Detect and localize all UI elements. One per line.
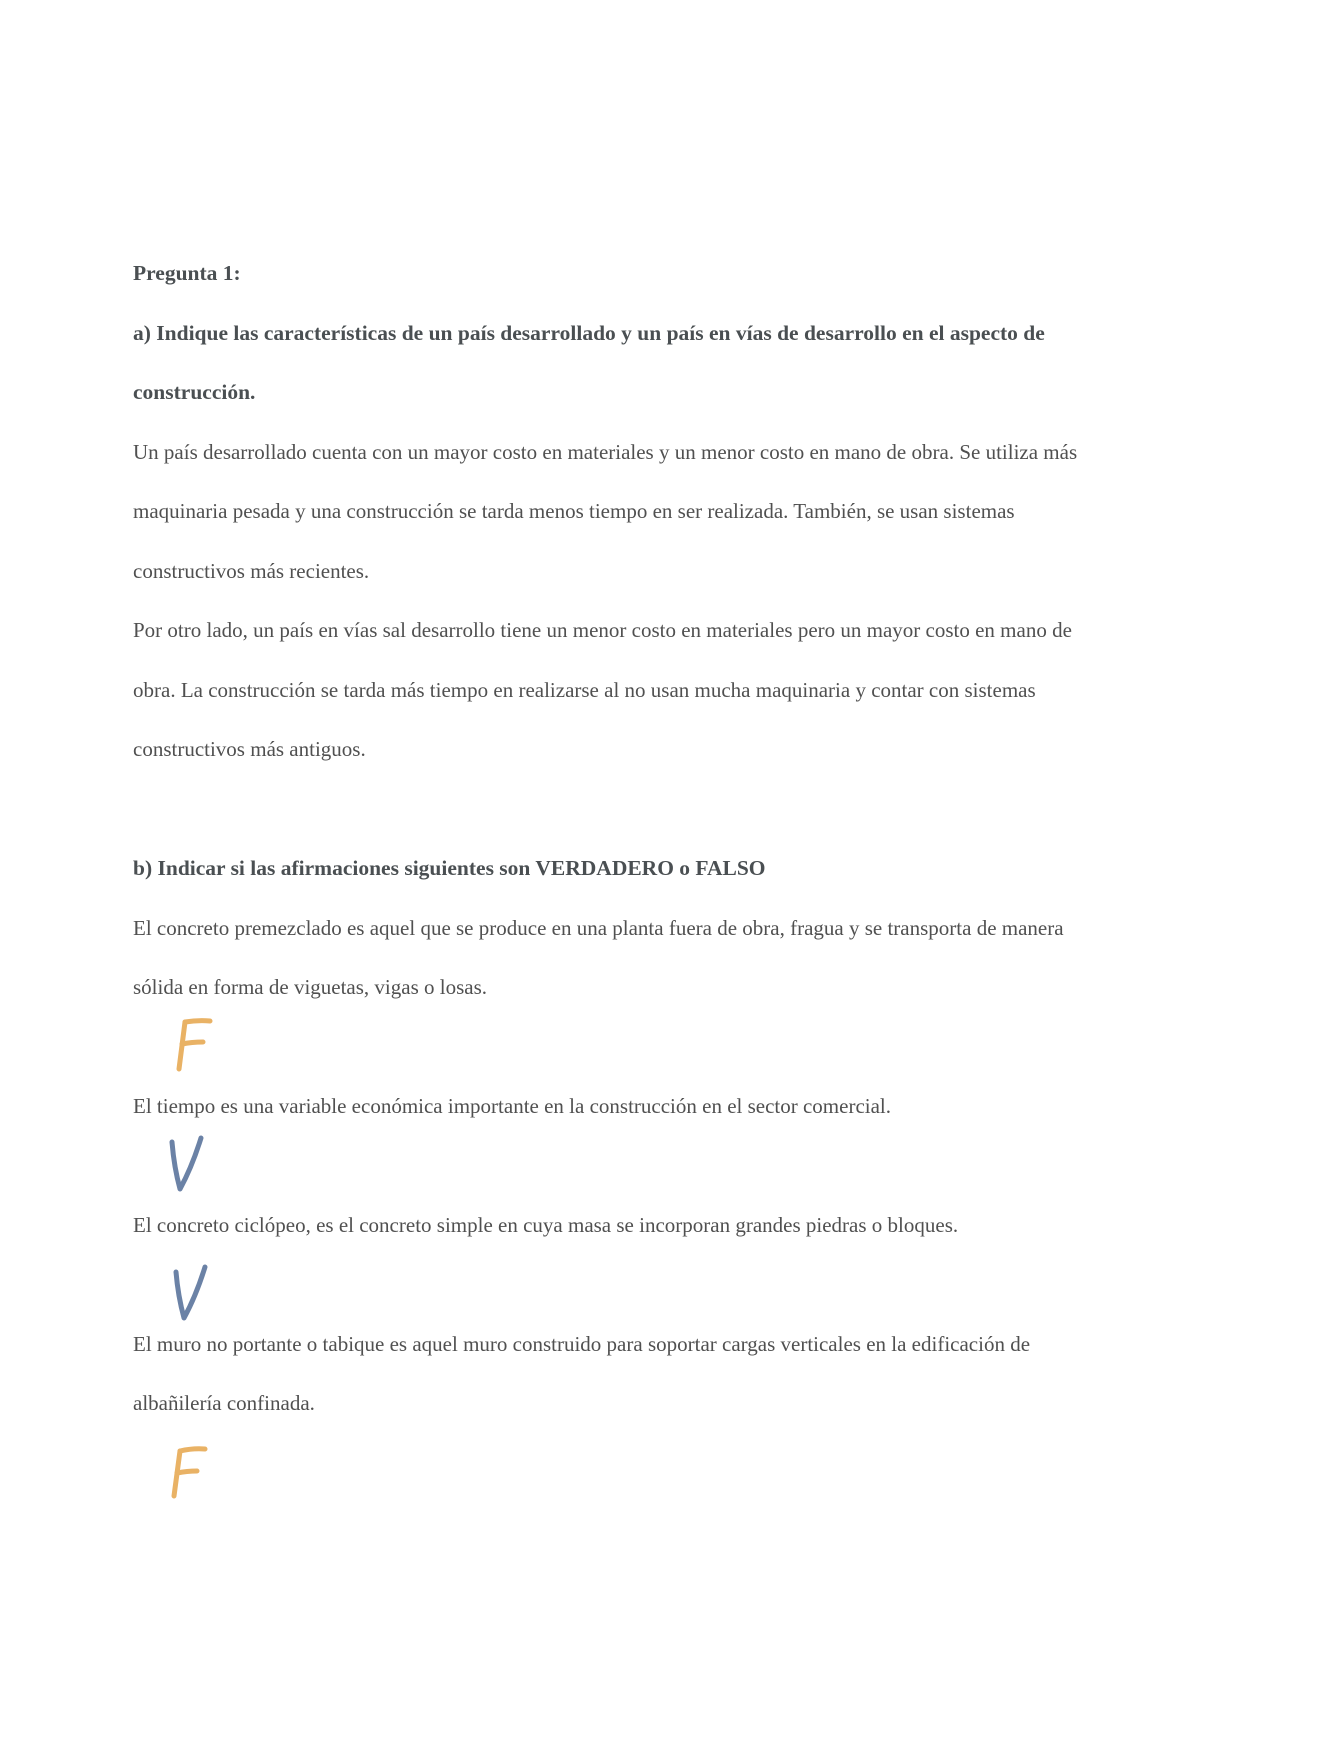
answer-4-handwritten-f [163, 1445, 213, 1503]
answer-3-handwritten-v [168, 1262, 218, 1324]
answer-1-handwritten-f [168, 1017, 218, 1075]
paragraph-1-line-3: constructivos más recientes. [133, 559, 370, 583]
part-a-heading-line-2: construcción. [133, 380, 256, 404]
statement-4-line-2: albañilería confinada. [133, 1391, 315, 1415]
question-title: Pregunta 1: [133, 261, 241, 285]
statement-1-line-2: sólida en forma de viguetas, vigas o losas. [133, 975, 488, 999]
statement-1-line-1: El concreto premezclado es aquel que se produce en una planta fuera de obra, fragua y se transporta de manera [133, 916, 1064, 940]
paragraph-2-line-1: Por otro lado, un país en vías sal desarrollo tiene un menor costo en materiales pero un mayor costo en mano de [133, 618, 1072, 642]
statement-2-line-1: El tiempo es una variable económica importante en la construcción en el sector comercial. [133, 1094, 892, 1118]
paragraph-2-line-3: constructivos más antiguos. [133, 737, 366, 761]
part-a-heading-line-1: a) Indique las características de un país desarrollado y un país en vías de desarrollo en el aspecto de [133, 321, 1045, 345]
answer-2-handwritten-v [164, 1133, 214, 1195]
statement-3-line-1: El concreto ciclópeo, es el concreto simple en cuya masa se incorporan grandes piedras o bloques. [133, 1213, 959, 1237]
paragraph-1-line-1: Un país desarrollado cuenta con un mayor costo en materiales y un menor costo en mano de obra. Se utiliza más [133, 440, 1078, 464]
part-b-heading: b) Indicar si las afirmaciones siguientes son VERDADERO o FALSO [133, 856, 766, 880]
paragraph-2-line-2: obra. La construcción se tarda más tiempo en realizarse al no usan mucha maquinaria y contar con sistemas [133, 678, 1036, 702]
statement-4-line-1: El muro no portante o tabique es aquel muro construido para soportar cargas verticales en la edificación de [133, 1332, 1031, 1356]
paragraph-1-line-2: maquinaria pesada y una construcción se tarda menos tiempo en ser realizada. También, se usan sistemas [133, 499, 1015, 523]
